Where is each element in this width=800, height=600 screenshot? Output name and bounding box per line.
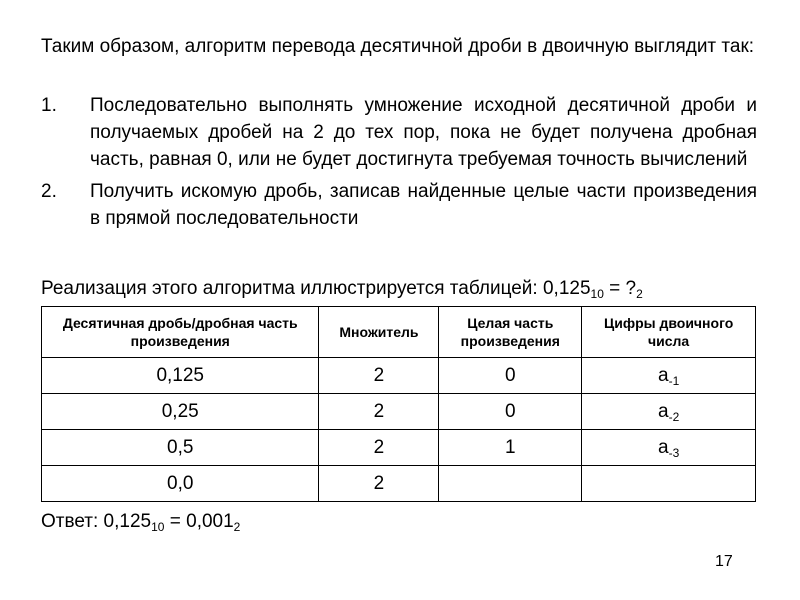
- algorithm-step: [41, 92, 757, 173]
- cell-integer-part: 0: [439, 358, 582, 394]
- step-text: Последовательно выполнять умножение исходной десятичной дроби и получаемых дробей на 2 до тех пор, пока не будет получена дробная часть, равная 0, или не будет достигнута требуемая точность вычислений: [90, 95, 757, 170]
- cell-binary-digit: [582, 394, 756, 430]
- table-header-row: [42, 307, 756, 358]
- digit-index: -3: [668, 445, 680, 460]
- table-row: [42, 358, 756, 394]
- cell-multiplier: 2: [319, 430, 439, 466]
- cell-fraction: 0,5: [42, 430, 319, 466]
- cell-fraction: 0,25: [42, 394, 319, 430]
- cell-multiplier: 2: [319, 358, 439, 394]
- cell-integer-part: [439, 466, 582, 502]
- digit-symbol: a: [658, 400, 669, 422]
- cell-fraction: 0,125: [42, 358, 319, 394]
- answer-line: [41, 508, 240, 535]
- step-number: 2.: [41, 181, 57, 202]
- implementation-middle: = ?: [603, 278, 637, 299]
- cell-integer-part: 1: [439, 430, 582, 466]
- step-number: 1.: [41, 95, 57, 116]
- base-from-subscript: 10: [590, 287, 604, 301]
- implementation-line: [41, 275, 643, 302]
- answer-base-to-subscript: 2: [233, 520, 241, 534]
- conversion-table: [41, 306, 756, 502]
- digit-symbol: a: [658, 364, 669, 386]
- implementation-prefix: Реализация этого алгоритма иллюстрируется таблицей: 0,125: [41, 278, 591, 299]
- algorithm-step: [41, 178, 757, 232]
- algorithm-steps: [41, 92, 757, 237]
- step-text: Получить искомую дробь, записав найденные целые части произведения в прямой последовательности: [90, 181, 757, 229]
- cell-multiplier: 2: [319, 394, 439, 430]
- table-row: [42, 466, 756, 502]
- header-multiplier: Множитель: [319, 307, 439, 358]
- answer-prefix: Ответ: 0,125: [41, 511, 152, 532]
- table-row: [42, 430, 756, 466]
- cell-fraction: 0,0: [42, 466, 319, 502]
- digit-symbol: a: [658, 436, 669, 458]
- base-to-subscript: 2: [636, 287, 643, 301]
- digit-index: -1: [668, 373, 680, 388]
- digit-index: -2: [668, 409, 680, 424]
- intro-paragraph: Таким образом, алгоритм перевода десятичной дроби в двоичную выглядит так:: [41, 36, 755, 57]
- header-fraction: Десятичная дробь/дробная часть произведения: [42, 307, 319, 358]
- header-binary-digits: Цифры двоичного числа: [582, 307, 756, 358]
- cell-integer-part: 0: [439, 394, 582, 430]
- cell-multiplier: 2: [319, 466, 439, 502]
- answer-base-from-subscript: 10: [151, 520, 165, 534]
- answer-middle: = 0,001: [164, 511, 234, 532]
- page-number: 17: [715, 553, 733, 570]
- table-row: [42, 394, 756, 430]
- cell-binary-digit: [582, 466, 756, 502]
- cell-binary-digit: [582, 430, 756, 466]
- cell-binary-digit: [582, 358, 756, 394]
- header-integer-part: Целая часть произведения: [439, 307, 582, 358]
